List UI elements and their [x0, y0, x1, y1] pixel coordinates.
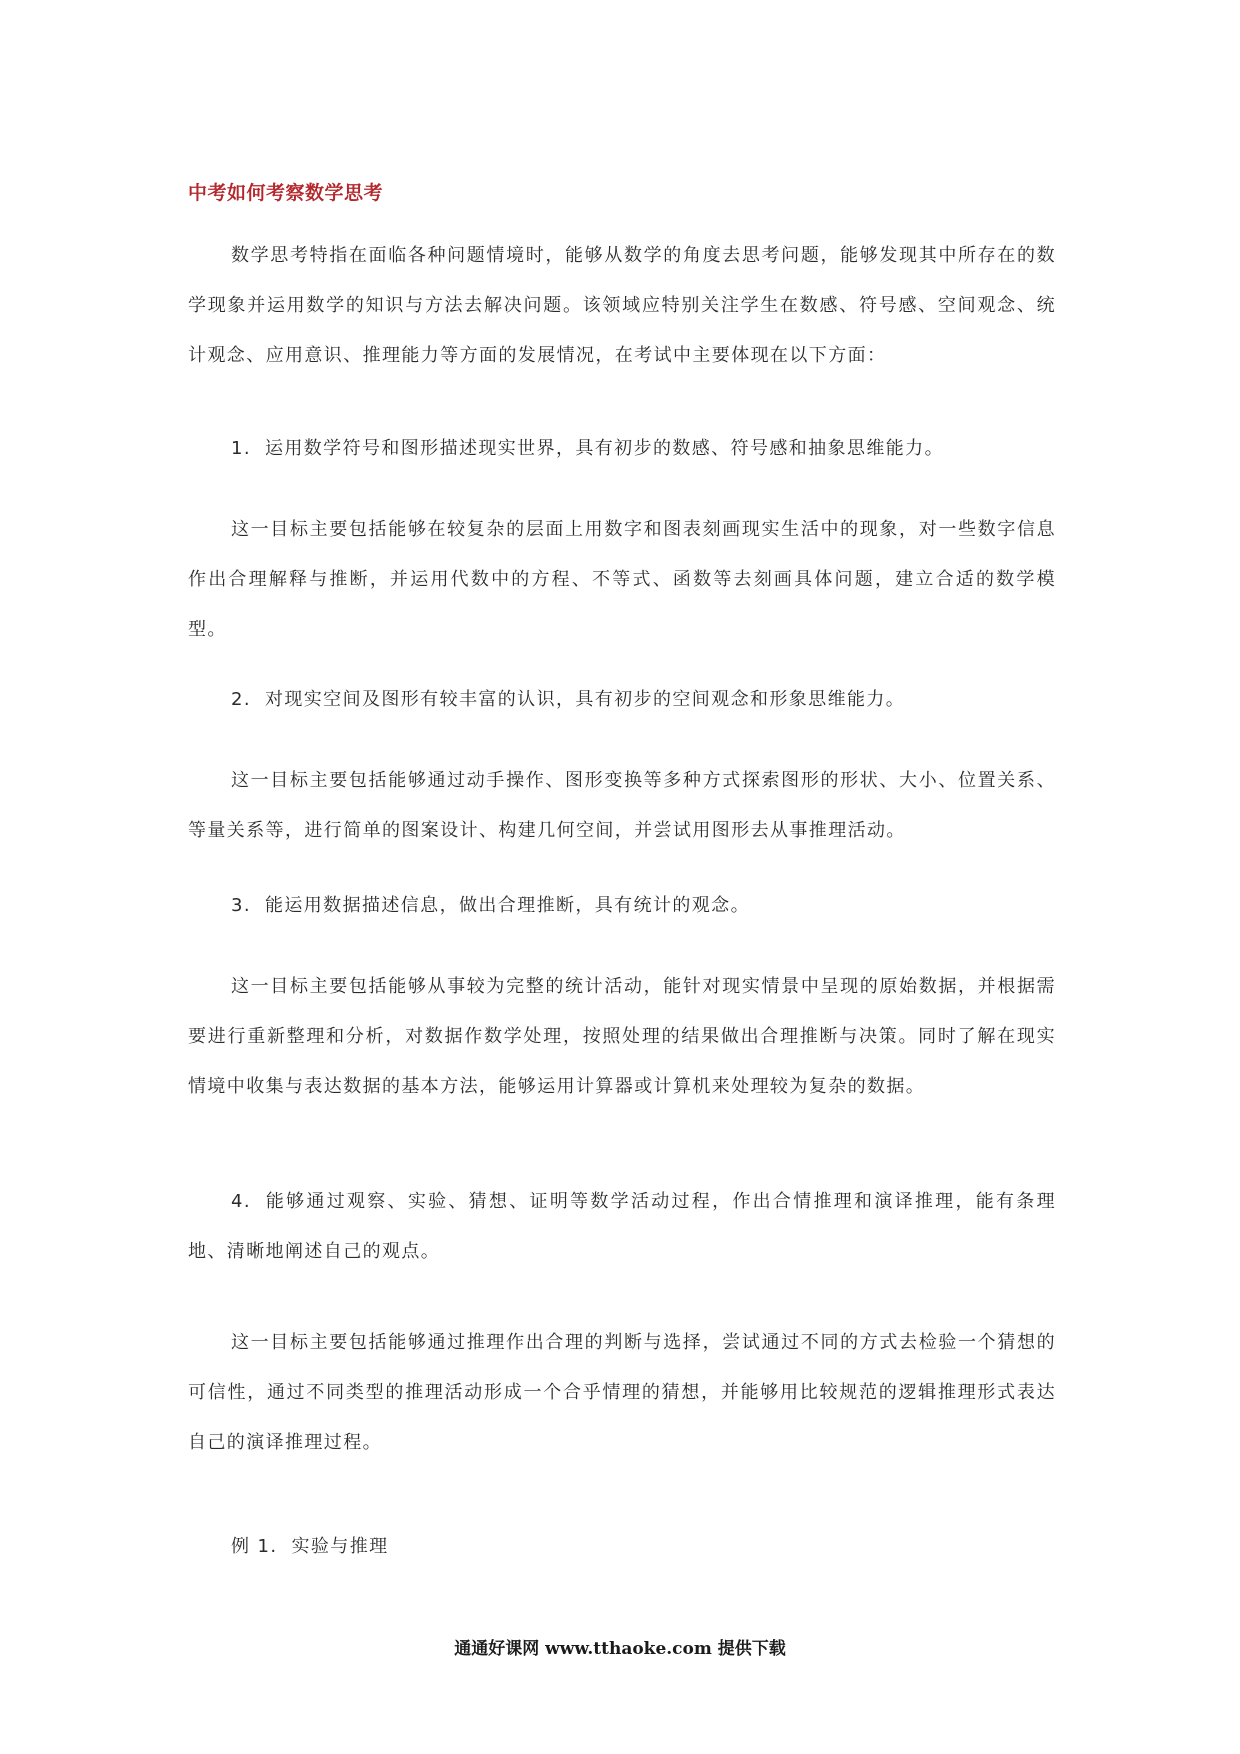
- list-item-number: 1.: [231, 438, 251, 459]
- list-item-4-body: 这一目标主要包括能够通过推理作出合理的判断与选择，尝试通过不同的方式去检验一个猜想的可信性，通过不同类型的推理活动形成一个合乎情理的猜想，并能够用比较规范的逻辑推理形式表达自己的演译推理过程。: [188, 1332, 1056, 1453]
- list-item-text: 对现实空间及图形有较丰富的认识，具有初步的空间观念和形象思维能力。: [264, 689, 906, 710]
- example-label: 例 1.: [231, 1536, 278, 1557]
- list-item-1-heading: [231, 434, 944, 464]
- list-item-2-body: 这一目标主要包括能够通过动手操作、图形变换等多种方式探索图形的形状、大小、位置关系、等量关系等，进行简单的图案设计、构建几何空间，并尝试用图形去从事推理活动。: [188, 770, 1056, 841]
- example-text: 实验与推理: [291, 1536, 389, 1557]
- intro-paragraph: 数学思考特指在面临各种问题情境时，能够从数学的角度去思考问题，能够发现其中所存在的数学现象并运用数学的知识与方法去解决问题。该领域应特别关注学生在数感、符号感、空间观念、统计观念、应用意识、推理能力等方面的发展情况，在考试中主要体现在以下方面：: [188, 245, 1056, 366]
- list-item-2-heading: [231, 685, 905, 715]
- example-heading: [231, 1532, 389, 1562]
- list-item-3-heading: [231, 891, 750, 921]
- list-item-1-body: 这一目标主要包括能够在较复杂的层面上用数字和图表刻画现实生活中的现象，对一些数字信息作出合理解释与推断，并运用代数中的方程、不等式、函数等去刻画具体问题，建立合适的数学模型。: [188, 519, 1056, 640]
- list-item-number: 4.: [231, 1191, 251, 1212]
- page-title: 中考如何考察数学思考: [188, 182, 384, 204]
- list-item-number: 2.: [231, 689, 251, 710]
- list-item-text: 能运用数据描述信息，做出合理推断，具有统计的观念。: [264, 895, 750, 916]
- list-item-number: 3.: [231, 895, 251, 916]
- list-item-3-body: 这一目标主要包括能够从事较为完整的统计活动，能针对现实情景中呈现的原始数据，并根据需要进行重新整理和分析，对数据作数学处理，按照处理的结果做出合理推断与决策。同时了解在现实情境中收集与表达数据的基本方法，能够运用计算器或计算机来处理较为复杂的数据。: [188, 976, 1056, 1097]
- list-item-text: 能够通过观察、实验、猜想、证明等数学活动过程，作出合情推理和演译推理，能有条理地、清晰地阐述自己的观点。: [188, 1191, 1056, 1262]
- list-item-text: 运用数学符号和图形描述现实世界，具有初步的数感、符号感和抽象思维能力。: [264, 438, 944, 459]
- page-footer: 通通好课网 www.tthaoke.com 提供下载: [454, 1639, 786, 1659]
- list-item-4-heading: [188, 1177, 1056, 1277]
